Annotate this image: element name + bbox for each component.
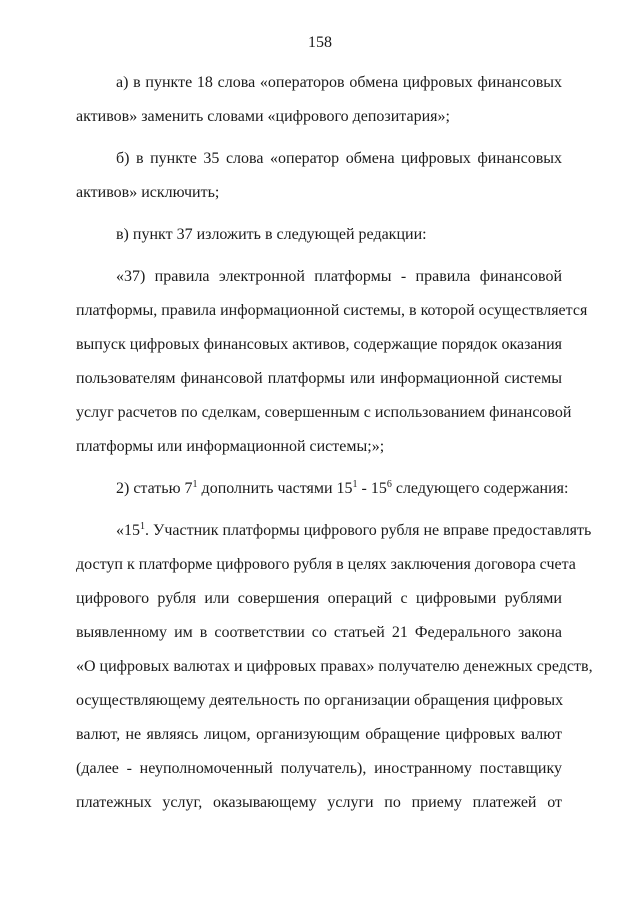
text-fragment: - 15 bbox=[357, 480, 387, 497]
text-line: платежных услуг, оказывающему услуги по приему платежей от bbox=[76, 794, 562, 811]
superscript: 6 bbox=[386, 479, 392, 490]
superscript: 1 bbox=[192, 479, 198, 490]
text-line: активов» исключить; bbox=[76, 184, 220, 201]
text-fragment: дополнить частями 15 bbox=[197, 480, 353, 497]
text-line: в) пункт 37 изложить в следующей редакции: bbox=[116, 226, 427, 243]
text-fragment: . Участник платформы цифрового рубля не вправе предоставлять bbox=[145, 522, 592, 539]
text-line: б) в пункте 35 слова «оператор обмена цифровых финансовых bbox=[116, 150, 562, 167]
text-line: выпуск цифровых финансовых активов, содержащие порядок оказания bbox=[76, 336, 562, 353]
text-line: цифрового рубля или совершения операций с цифровыми рублями bbox=[76, 590, 562, 607]
text-line: выявленному им в соответствии со статьей 21 Федерального закона bbox=[76, 624, 562, 641]
text-line bbox=[76, 472, 569, 506]
text-line: (далее - неуполномоченный получатель), иностранному поставщику bbox=[76, 760, 562, 777]
text-line: «О цифровых валютах и цифровых правах» получателю денежных средств, bbox=[76, 658, 593, 675]
text-line: валют, не являясь лицом, организующим обращение цифровых валют bbox=[76, 726, 562, 743]
text-line: платформы, правила информационной системы, в которой осуществляется bbox=[76, 302, 588, 319]
superscript: 1 bbox=[352, 479, 358, 490]
text-line: активов» заменить словами «цифрового депозитария»; bbox=[76, 108, 450, 125]
text-line: «37) правила электронной платформы - правила финансовой bbox=[116, 268, 562, 285]
text-line: а) в пункте 18 слова «операторов обмена цифровых финансовых bbox=[116, 74, 562, 91]
text-fragment: «15 bbox=[116, 522, 140, 539]
document-body bbox=[76, 66, 593, 820]
page-number: 158 bbox=[308, 34, 332, 51]
superscript: 1 bbox=[140, 521, 145, 532]
text-line: услуг расчетов по сделкам, совершенным с использованием финансовой bbox=[76, 404, 572, 421]
text-fragment: 2) статью 7 bbox=[116, 480, 193, 497]
text-line bbox=[76, 514, 592, 548]
text-line: пользователям финансовой платформы или информационной системы bbox=[76, 370, 562, 387]
text-line: платформы или информационной системы;»; bbox=[76, 438, 385, 455]
text-fragment: следующего содержания: bbox=[391, 480, 569, 497]
text-line: осуществляющему деятельность по организации обращения цифровых bbox=[76, 692, 564, 709]
text-line: доступ к платформе цифрового рубля в целях заключения договора счета bbox=[76, 556, 576, 573]
